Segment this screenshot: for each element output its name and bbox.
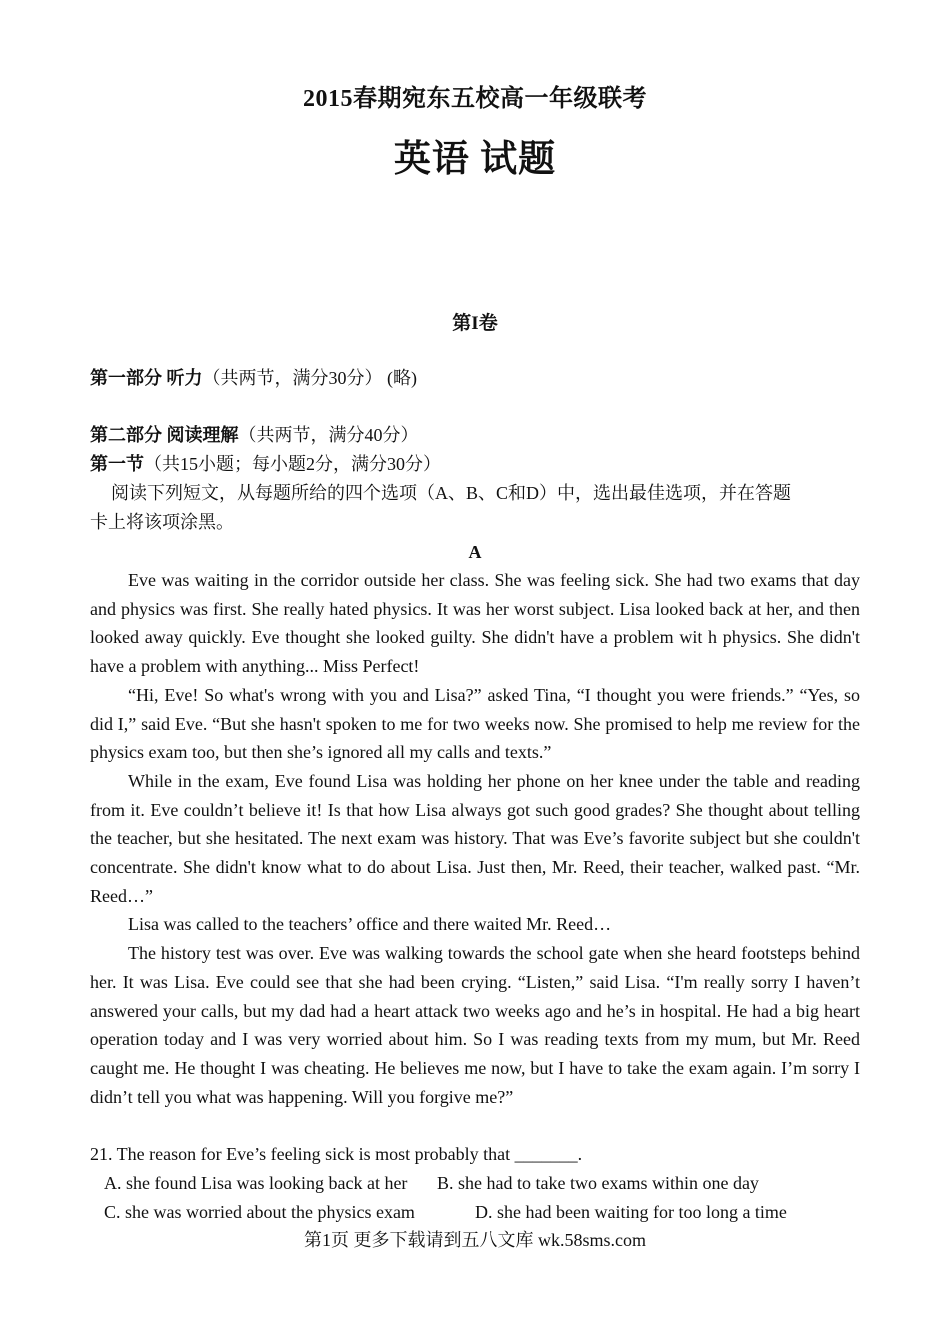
part2-detail: （共两节，满分40分） xyxy=(238,425,419,445)
instructions-line2: 卡上将该项涂黑。 xyxy=(90,512,234,532)
section1-heading: 第一节 xyxy=(90,454,144,474)
passage-paragraph-5: The history test was over. Eve was walking towards the school gate when she heard footsteps behind her. It was Lisa. Eve could see that she had been crying. “Listen,” said Lisa. “I'm really sorry I haven’t answered your calls, but my dad had a heart attack two weeks ago and he’s in hospital. He had a big heart operation today and I was very worried about him. So I was reading texts from my mum, but Mr. Reed caught me. He thought I was cheating. He believes me now, but I have to take the exam again. I’m sorry I didn’t tell you what was happening. Will you forgive me?” xyxy=(90,943,860,1107)
passage-body xyxy=(90,566,860,1111)
exam-title: 2015春期宛东五校高一年级联考 xyxy=(303,86,647,112)
volume-heading: 第I卷 xyxy=(452,313,498,334)
part2-heading: 第二部分 阅读理解 xyxy=(90,425,239,445)
section1-line xyxy=(90,450,860,479)
passage-letter: A xyxy=(468,542,482,562)
passage-paragraph-1: Eve was waiting in the corridor outside her class. She was feeling sick. She had two exams that day and physics was first. She really hated physics. It was her worst subject. Lisa looked back at her, and then looked away quickly. Eve thought she looked guilty. She didn't have a problem wit h physics. She didn't have a problem with anything... Miss Perfect! xyxy=(90,570,860,677)
passage-paragraph-3: While in the exam, Eve found Lisa was holding her phone on her knee under the table and reading from it. Eve couldn’t believe it! Is that how Lisa always got such good grades? She thought about telling the teacher, but she hesitated. The next exam was history. That was Eve’s favorite subject but she couldn't concentrate. She didn't know what to do about Lisa. Just then, Mr. Reed, their teacher, walked past. “Mr. Reed…” xyxy=(90,770,860,906)
instructions-line1: 阅读下列短文，从每题所给的四个选项（A、B、C和D）中，选出最佳选项，并在答题 xyxy=(111,483,792,503)
passage-paragraph-4: Lisa was called to the teachers’ office and there waited Mr. Reed… xyxy=(128,914,612,935)
part1-detail: （共两节，满分30分） (略) xyxy=(202,368,417,388)
section1-detail: （共15小题；每小题2分，满分30分） xyxy=(144,454,441,474)
question-21-option-b: B. she had to take two exams within one day xyxy=(437,1173,759,1193)
page-footer: 第1页 更多下载请到五八文库 wk.58sms.com xyxy=(304,1230,646,1250)
subject-title: 英语 试题 xyxy=(393,139,557,180)
part1-line xyxy=(90,364,860,393)
question-21-stem: 21. The reason for Eve’s feeling sick is most probably that _______. xyxy=(90,1144,583,1164)
passage-paragraph-2: “Hi, Eve! So what's wrong with you and Lisa?” asked Tina, “I thought you were friends.” “Yes, so did I,” said Eve. “But she hasn't spoken to me for two weeks now. She promised to help me review for the physics exam too, but then she’s ignored all my calls and texts.” xyxy=(90,684,860,763)
question-21-option-c: C. she was worried about the physics exam xyxy=(104,1202,415,1222)
part2-line xyxy=(90,421,860,450)
part1-heading: 第一部分 听力 xyxy=(90,368,203,388)
question-21-option-d: D. she had been waiting for too long a time xyxy=(475,1202,787,1222)
question-21-option-a: A. she found Lisa was looking back at her xyxy=(104,1173,408,1193)
